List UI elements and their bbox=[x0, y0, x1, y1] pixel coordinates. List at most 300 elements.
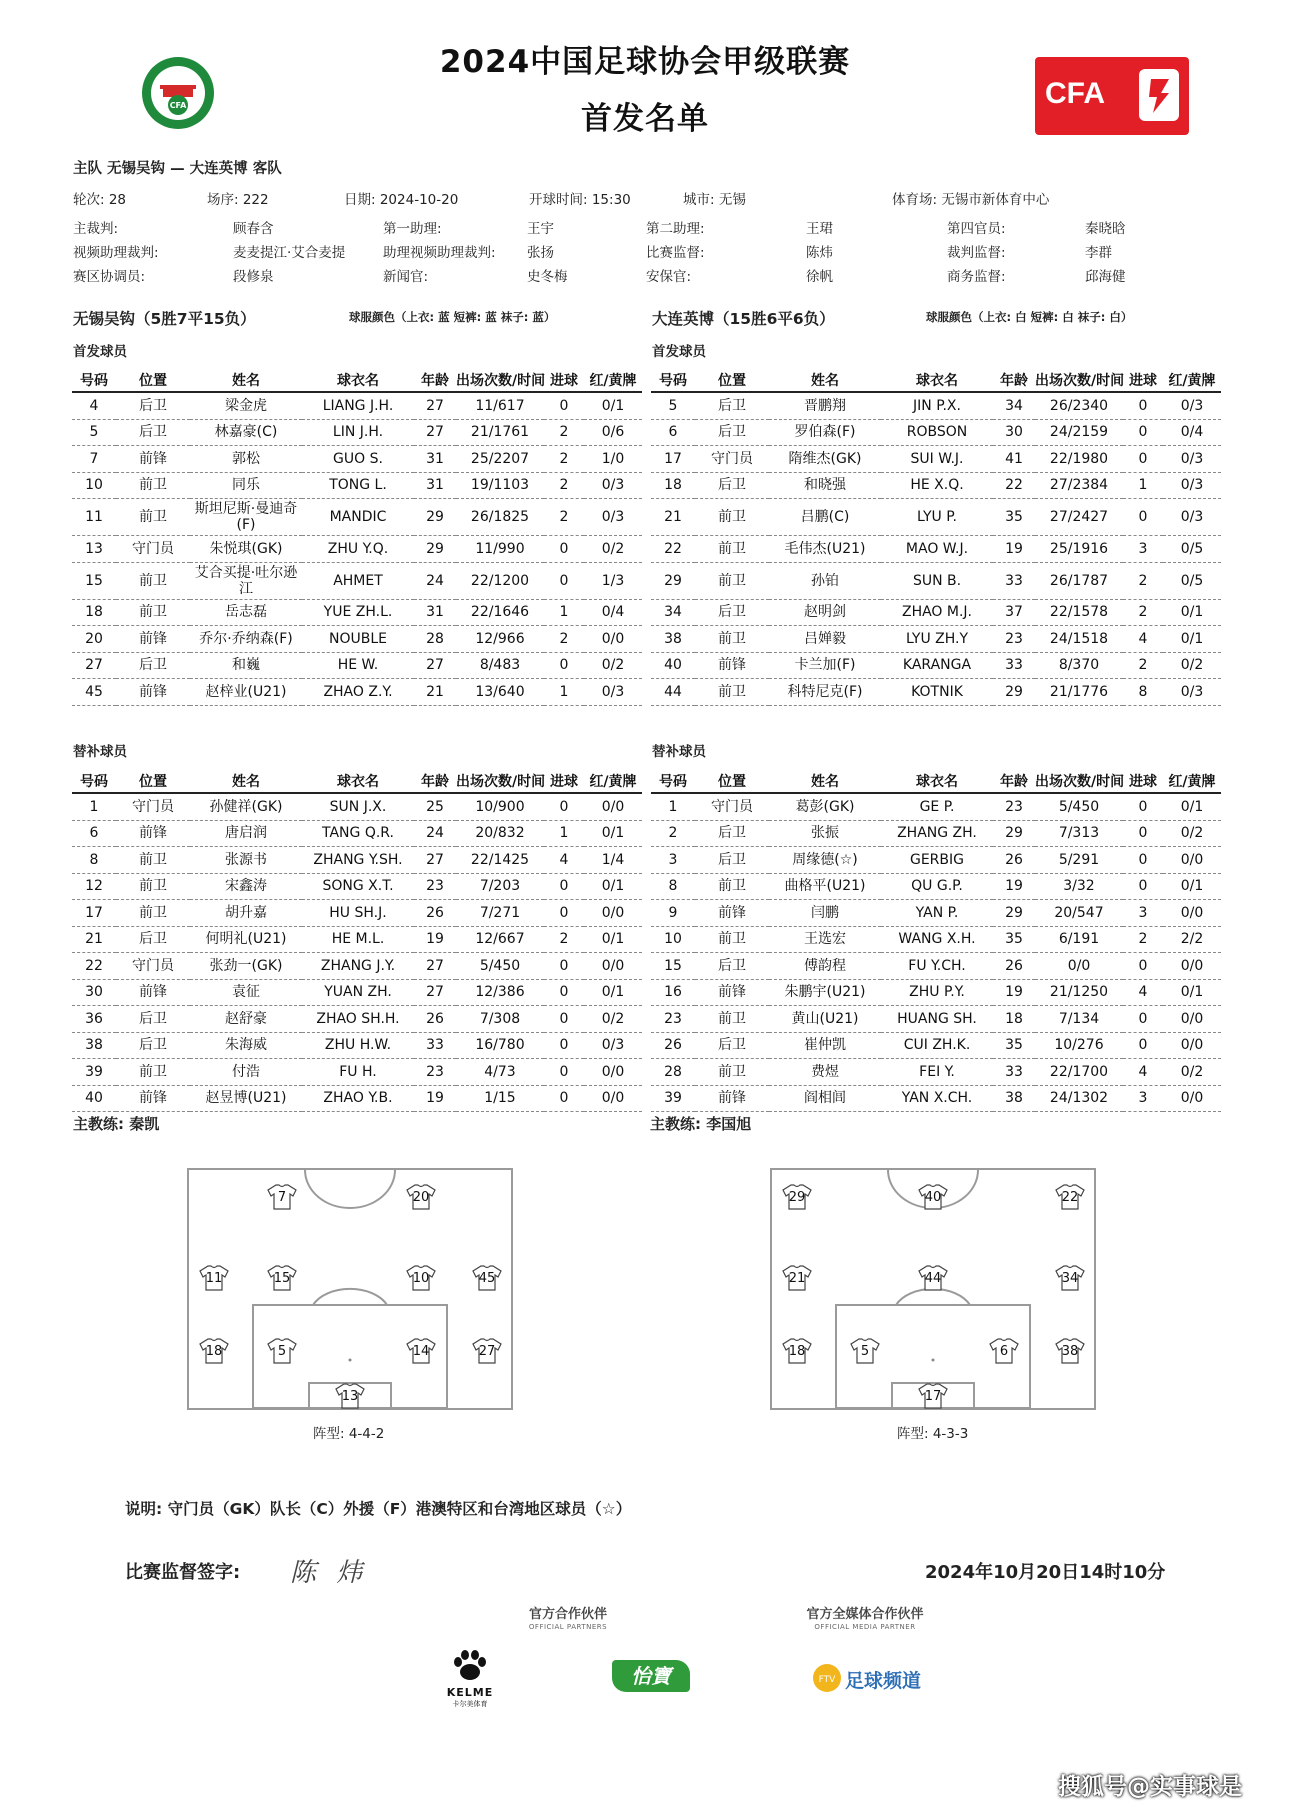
table-row bbox=[651, 499, 1221, 536]
cell-shirt-name: MAO W.J. bbox=[881, 536, 993, 563]
cell-age: 31 bbox=[414, 472, 456, 499]
cell-appearances: 11/990 bbox=[456, 536, 544, 563]
cell-position: 前锋 bbox=[695, 652, 769, 679]
cell-appearances: 7/313 bbox=[1035, 820, 1123, 847]
cell-shirt-name: FEI Y. bbox=[881, 1059, 993, 1086]
away-formation-pitch bbox=[770, 1168, 1096, 1410]
cell-shirt-name: JIN P.X. bbox=[881, 392, 993, 419]
cell-cards: 1/0 bbox=[584, 446, 642, 473]
cell-name: 卡兰加(F) bbox=[769, 652, 881, 679]
cell-name: 乔尔·乔纳森(F) bbox=[190, 626, 302, 653]
cell-position: 前锋 bbox=[116, 626, 190, 653]
cell-appearances: 12/667 bbox=[456, 926, 544, 953]
cell-name: 张振 bbox=[769, 820, 881, 847]
cell-position: 前卫 bbox=[695, 926, 769, 953]
cell-cards: 0/1 bbox=[584, 873, 642, 900]
cell-shirt-name: HU SH.J. bbox=[302, 900, 414, 927]
cell-age: 31 bbox=[414, 599, 456, 626]
cell-shirt-name: HE M.L. bbox=[302, 926, 414, 953]
official-role: 赛区协调员: bbox=[73, 269, 146, 285]
cell-appearances: 7/134 bbox=[1035, 1006, 1123, 1033]
cell-appearances: 24/1518 bbox=[1035, 626, 1123, 653]
cell-cards: 0/6 bbox=[584, 419, 642, 446]
cell-name: 付浩 bbox=[190, 1059, 302, 1086]
cell-name: 袁征 bbox=[190, 979, 302, 1006]
cell-shirt-name: CUI ZH.K. bbox=[881, 1032, 993, 1059]
cell-goals: 0 bbox=[544, 953, 584, 980]
jersey-number: 15 bbox=[273, 1271, 291, 1286]
cell-position: 前锋 bbox=[116, 820, 190, 847]
cell-goals: 1 bbox=[544, 820, 584, 847]
yibao-logo: 怡寶 bbox=[612, 1660, 690, 1692]
cell-age: 33 bbox=[993, 562, 1035, 599]
table-row bbox=[72, 419, 642, 446]
cell-position: 守门员 bbox=[695, 446, 769, 473]
cell-goals: 0 bbox=[1123, 847, 1163, 874]
teams-line: 主队 无锡吴钩 — 大连英博 客队 bbox=[73, 161, 282, 177]
table-row bbox=[72, 536, 642, 563]
watermark: 搜狐号@实事球是 bbox=[1058, 1774, 1242, 1800]
table-row bbox=[651, 926, 1221, 953]
football-channel-logo: FTV 足球频道 bbox=[812, 1660, 922, 1696]
player-jersey-icon bbox=[782, 1265, 812, 1291]
cell-goals: 1 bbox=[1123, 472, 1163, 499]
round: 轮次: 28 bbox=[73, 192, 127, 208]
cell-appearances: 4/73 bbox=[456, 1059, 544, 1086]
cell-age: 23 bbox=[993, 626, 1035, 653]
cell-cards: 0/0 bbox=[584, 1085, 642, 1112]
column-header-number: 号码 bbox=[72, 770, 116, 793]
player-jersey-icon bbox=[472, 1265, 502, 1291]
svg-text:FTV: FTV bbox=[818, 1675, 836, 1685]
cell-number: 3 bbox=[651, 847, 695, 874]
cell-position: 前卫 bbox=[695, 562, 769, 599]
column-header-appearances: 出场次数/时间 bbox=[1035, 369, 1123, 392]
cell-age: 29 bbox=[993, 820, 1035, 847]
official-name: 麦麦提江·艾合麦提 bbox=[233, 245, 346, 261]
cell-name: 胡升嘉 bbox=[190, 900, 302, 927]
home-formation: 阵型: 4-4-2 bbox=[313, 1426, 385, 1442]
cell-goals: 0 bbox=[544, 536, 584, 563]
cell-number: 29 bbox=[651, 562, 695, 599]
cell-position: 后卫 bbox=[116, 652, 190, 679]
cell-appearances: 13/640 bbox=[456, 679, 544, 706]
cell-appearances: 7/308 bbox=[456, 1006, 544, 1033]
official-name: 秦晓晗 bbox=[1085, 221, 1126, 237]
kelme-logo: KELME 卡尔美体育 bbox=[440, 1648, 500, 1708]
official-role: 第一助理: bbox=[383, 221, 442, 237]
cell-position: 后卫 bbox=[695, 472, 769, 499]
cell-position: 前锋 bbox=[116, 679, 190, 706]
city: 城市: 无锡 bbox=[683, 192, 746, 208]
cell-number: 44 bbox=[651, 679, 695, 706]
cell-age: 33 bbox=[993, 1059, 1035, 1086]
cell-name: 张劲一(GK) bbox=[190, 953, 302, 980]
cell-number: 21 bbox=[72, 926, 116, 953]
official-role: 助理视频助理裁判: bbox=[383, 245, 496, 261]
player-jersey-icon bbox=[406, 1338, 436, 1364]
cell-name: 崔仲凯 bbox=[769, 1032, 881, 1059]
cfa-brand-text: CFA bbox=[1045, 77, 1105, 110]
cell-name: 周缘德(☆) bbox=[769, 847, 881, 874]
cell-name: 曲格平(U21) bbox=[769, 873, 881, 900]
cell-position: 前锋 bbox=[116, 1085, 190, 1112]
cell-appearances: 20/832 bbox=[456, 820, 544, 847]
jersey-number: 14 bbox=[412, 1344, 430, 1359]
cell-appearances: 21/1776 bbox=[1035, 679, 1123, 706]
cell-cards: 0/2 bbox=[584, 652, 642, 679]
cell-appearances: 5/450 bbox=[1035, 793, 1123, 820]
cell-position: 前卫 bbox=[695, 1006, 769, 1033]
supervisor-signature: 陈 炜 bbox=[290, 1558, 369, 1588]
jersey-number: 18 bbox=[788, 1344, 806, 1359]
cell-age: 33 bbox=[414, 1032, 456, 1059]
official-role: 新闻官: bbox=[383, 269, 429, 285]
table-row bbox=[651, 446, 1221, 473]
cell-appearances: 5/291 bbox=[1035, 847, 1123, 874]
cell-position: 前卫 bbox=[695, 1059, 769, 1086]
cell-appearances: 1/15 bbox=[456, 1085, 544, 1112]
cell-goals: 1 bbox=[544, 679, 584, 706]
cell-age: 26 bbox=[993, 847, 1035, 874]
cell-number: 22 bbox=[651, 536, 695, 563]
cell-shirt-name: ZHAO M.J. bbox=[881, 599, 993, 626]
cell-name: 朱悦琪(GK) bbox=[190, 536, 302, 563]
player-jersey-icon bbox=[1055, 1184, 1085, 1210]
cell-age: 23 bbox=[414, 873, 456, 900]
player-jersey-icon bbox=[406, 1265, 436, 1291]
cell-age: 29 bbox=[414, 499, 456, 536]
cell-goals: 0 bbox=[544, 873, 584, 900]
media-partners-sub: OFFICIAL MEDIA PARTNER bbox=[814, 1623, 916, 1631]
column-header-position: 位置 bbox=[116, 369, 190, 392]
cell-shirt-name: GE P. bbox=[881, 793, 993, 820]
table-row bbox=[72, 1032, 642, 1059]
cell-appearances: 25/1916 bbox=[1035, 536, 1123, 563]
cell-number: 21 bbox=[651, 499, 695, 536]
cell-shirt-name: ZHANG ZH. bbox=[881, 820, 993, 847]
cell-goals: 0 bbox=[1123, 793, 1163, 820]
cell-appearances: 19/1103 bbox=[456, 472, 544, 499]
cell-name: 艾合买提·吐尔逊江 bbox=[190, 562, 302, 599]
cell-name: 阎相闾 bbox=[769, 1085, 881, 1112]
official-role: 裁判监督: bbox=[947, 245, 1006, 261]
official-role: 比赛监督: bbox=[646, 245, 705, 261]
cell-position: 后卫 bbox=[116, 392, 190, 419]
column-header-shirt-name: 球衣名 bbox=[302, 369, 414, 392]
cell-name: 科特尼克(F) bbox=[769, 679, 881, 706]
player-jersey-icon bbox=[918, 1383, 948, 1409]
cell-name: 赵明剑 bbox=[769, 599, 881, 626]
cell-goals: 2 bbox=[1123, 652, 1163, 679]
player-jersey-icon bbox=[472, 1338, 502, 1364]
away-starters-table bbox=[651, 369, 1221, 706]
table-row bbox=[651, 1032, 1221, 1059]
cell-age: 38 bbox=[993, 1085, 1035, 1112]
cell-number: 5 bbox=[651, 392, 695, 419]
cell-number: 17 bbox=[72, 900, 116, 927]
page-title: 2024中国足球协会甲级联赛 bbox=[439, 44, 851, 80]
cell-goals: 0 bbox=[1123, 873, 1163, 900]
cell-cards: 0/1 bbox=[1163, 793, 1221, 820]
player-jersey-icon bbox=[1055, 1338, 1085, 1364]
official-name: 顾春含 bbox=[233, 221, 274, 237]
cell-position: 后卫 bbox=[695, 847, 769, 874]
column-header-shirt-name: 球衣名 bbox=[881, 369, 993, 392]
cell-age: 23 bbox=[993, 793, 1035, 820]
cell-appearances: 12/966 bbox=[456, 626, 544, 653]
table-row bbox=[72, 1059, 642, 1086]
cell-goals: 4 bbox=[1123, 626, 1163, 653]
official-role: 商务监督: bbox=[947, 269, 1006, 285]
table-row bbox=[651, 793, 1221, 820]
cell-name: 王选宏 bbox=[769, 926, 881, 953]
cell-name: 岳志磊 bbox=[190, 599, 302, 626]
cell-cards: 0/2 bbox=[1163, 652, 1221, 679]
column-header-position: 位置 bbox=[695, 369, 769, 392]
match-no: 场序: 222 bbox=[207, 192, 269, 208]
stadium: 体育场: 无锡市新体育中心 bbox=[892, 192, 1050, 208]
cell-age: 31 bbox=[414, 446, 456, 473]
cell-number: 40 bbox=[651, 652, 695, 679]
jersey-number: 27 bbox=[478, 1344, 496, 1359]
cell-number: 1 bbox=[72, 793, 116, 820]
cell-number: 5 bbox=[72, 419, 116, 446]
cell-number: 40 bbox=[72, 1085, 116, 1112]
cell-number: 27 bbox=[72, 652, 116, 679]
cell-name: 隋维杰(GK) bbox=[769, 446, 881, 473]
cell-number: 17 bbox=[651, 446, 695, 473]
cell-position: 前卫 bbox=[695, 499, 769, 536]
cell-shirt-name: HE X.Q. bbox=[881, 472, 993, 499]
cell-age: 19 bbox=[993, 536, 1035, 563]
cell-position: 前卫 bbox=[116, 562, 190, 599]
cell-cards: 0/1 bbox=[584, 392, 642, 419]
official-name: 陈炜 bbox=[806, 245, 833, 261]
cell-name: 赵梓业(U21) bbox=[190, 679, 302, 706]
cell-shirt-name: QU G.P. bbox=[881, 873, 993, 900]
column-header-appearances: 出场次数/时间 bbox=[1035, 770, 1123, 793]
cell-cards: 0/3 bbox=[1163, 392, 1221, 419]
official-name: 史冬梅 bbox=[527, 269, 568, 285]
cell-goals: 4 bbox=[544, 847, 584, 874]
table-row bbox=[651, 392, 1221, 419]
cell-age: 25 bbox=[414, 793, 456, 820]
official-role: 第四官员: bbox=[947, 221, 1006, 237]
cell-goals: 0 bbox=[544, 793, 584, 820]
cell-goals: 0 bbox=[544, 1006, 584, 1033]
table-row bbox=[72, 953, 642, 980]
cell-cards: 0/3 bbox=[1163, 472, 1221, 499]
column-header-number: 号码 bbox=[651, 369, 695, 392]
cell-name: 闫鹏 bbox=[769, 900, 881, 927]
cell-age: 30 bbox=[993, 419, 1035, 446]
jersey-number: 21 bbox=[788, 1271, 806, 1286]
cell-goals: 0 bbox=[1123, 499, 1163, 536]
cell-name: 赵昱博(U21) bbox=[190, 1085, 302, 1112]
player-jersey-icon bbox=[199, 1265, 229, 1291]
cell-goals: 3 bbox=[1123, 536, 1163, 563]
cell-shirt-name: LIANG J.H. bbox=[302, 392, 414, 419]
cell-position: 后卫 bbox=[116, 926, 190, 953]
cell-shirt-name: YAN X.CH. bbox=[881, 1085, 993, 1112]
signature-label: 比赛监督签字: bbox=[125, 1562, 241, 1583]
official-role: 第二助理: bbox=[646, 221, 705, 237]
cell-goals: 0 bbox=[544, 652, 584, 679]
partners-label: 官方合作伙伴 bbox=[528, 1607, 607, 1622]
player-jersey-icon bbox=[267, 1338, 297, 1364]
cell-number: 23 bbox=[651, 1006, 695, 1033]
cell-name: 葛彭(GK) bbox=[769, 793, 881, 820]
cell-goals: 2 bbox=[544, 446, 584, 473]
table-row bbox=[72, 900, 642, 927]
cell-shirt-name: NOUBLE bbox=[302, 626, 414, 653]
cell-age: 26 bbox=[414, 1006, 456, 1033]
cell-name: 赵舒豪 bbox=[190, 1006, 302, 1033]
table-row bbox=[651, 1085, 1221, 1112]
cell-position: 前锋 bbox=[695, 979, 769, 1006]
cell-cards: 1/4 bbox=[584, 847, 642, 874]
cell-appearances: 24/1302 bbox=[1035, 1085, 1123, 1112]
column-header-cards: 红/黄牌 bbox=[1163, 369, 1221, 392]
cell-age: 19 bbox=[993, 979, 1035, 1006]
column-header-appearances: 出场次数/时间 bbox=[456, 369, 544, 392]
cell-goals: 2 bbox=[544, 926, 584, 953]
cell-cards: 0/3 bbox=[584, 499, 642, 536]
cell-appearances: 8/370 bbox=[1035, 652, 1123, 679]
cell-age: 19 bbox=[414, 926, 456, 953]
table-row bbox=[651, 679, 1221, 706]
column-header-name: 姓名 bbox=[769, 369, 881, 392]
cell-shirt-name: ZHANG J.Y. bbox=[302, 953, 414, 980]
cell-cards: 0/0 bbox=[1163, 953, 1221, 980]
home-starters-label: 首发球员 bbox=[73, 344, 127, 360]
cell-goals: 1 bbox=[544, 599, 584, 626]
cell-name: 和巍 bbox=[190, 652, 302, 679]
jersey-number: 5 bbox=[277, 1344, 287, 1359]
partners-sub: OFFICIAL PARTNERS bbox=[528, 1623, 608, 1631]
cell-shirt-name: LYU P. bbox=[881, 499, 993, 536]
cell-goals: 0 bbox=[1123, 446, 1163, 473]
cell-number: 2 bbox=[651, 820, 695, 847]
kickoff-time: 开球时间: 15:30 bbox=[529, 192, 631, 208]
player-jersey-icon bbox=[782, 1184, 812, 1210]
column-header-cards: 红/黄牌 bbox=[1163, 770, 1221, 793]
cell-age: 19 bbox=[993, 873, 1035, 900]
cell-age: 33 bbox=[993, 652, 1035, 679]
cell-shirt-name: WANG X.H. bbox=[881, 926, 993, 953]
cell-goals: 3 bbox=[1123, 900, 1163, 927]
cell-number: 39 bbox=[651, 1085, 695, 1112]
cell-number: 16 bbox=[651, 979, 695, 1006]
cell-shirt-name: YUAN ZH. bbox=[302, 979, 414, 1006]
jersey-number: 20 bbox=[412, 1190, 430, 1205]
cell-goals: 0 bbox=[1123, 419, 1163, 446]
table-row bbox=[651, 652, 1221, 679]
cell-appearances: 26/1825 bbox=[456, 499, 544, 536]
cell-cards: 0/0 bbox=[584, 626, 642, 653]
cell-position: 前锋 bbox=[695, 1085, 769, 1112]
cell-cards: 2/2 bbox=[1163, 926, 1221, 953]
cell-appearances: 22/1700 bbox=[1035, 1059, 1123, 1086]
jersey-number: 29 bbox=[788, 1190, 806, 1205]
cell-number: 26 bbox=[651, 1032, 695, 1059]
cell-position: 后卫 bbox=[695, 953, 769, 980]
jersey-number: 40 bbox=[924, 1190, 942, 1205]
cell-cards: 0/3 bbox=[584, 1032, 642, 1059]
official-name: 邱海健 bbox=[1085, 269, 1126, 285]
cell-appearances: 27/2427 bbox=[1035, 499, 1123, 536]
cell-name: 张源书 bbox=[190, 847, 302, 874]
cell-cards: 0/4 bbox=[1163, 419, 1221, 446]
cell-age: 22 bbox=[993, 472, 1035, 499]
cell-shirt-name: GUO S. bbox=[302, 446, 414, 473]
cell-name: 孙铂 bbox=[769, 562, 881, 599]
cell-position: 前卫 bbox=[116, 472, 190, 499]
cell-position: 前卫 bbox=[116, 873, 190, 900]
column-header-name: 姓名 bbox=[769, 770, 881, 793]
cell-shirt-name: HE W. bbox=[302, 652, 414, 679]
cell-age: 35 bbox=[993, 499, 1035, 536]
cell-position: 后卫 bbox=[116, 1032, 190, 1059]
home-subs-label: 替补球员 bbox=[73, 744, 127, 760]
cell-goals: 0 bbox=[1123, 392, 1163, 419]
legend-note: 说明: 守门员（GK）队长（C）外援（F）港澳特区和台湾地区球员（☆） bbox=[125, 1500, 632, 1518]
cell-shirt-name: YAN P. bbox=[881, 900, 993, 927]
cell-position: 后卫 bbox=[116, 1006, 190, 1033]
cell-age: 27 bbox=[414, 419, 456, 446]
jersey-number: 34 bbox=[1061, 1271, 1079, 1286]
jersey-number: 6 bbox=[999, 1344, 1009, 1359]
cell-appearances: 5/450 bbox=[456, 953, 544, 980]
official-name: 王珺 bbox=[806, 221, 833, 237]
cell-shirt-name: SONG X.T. bbox=[302, 873, 414, 900]
cell-goals: 4 bbox=[1123, 1059, 1163, 1086]
cell-shirt-name: LYU ZH.Y bbox=[881, 626, 993, 653]
cell-number: 12 bbox=[72, 873, 116, 900]
cell-number: 36 bbox=[72, 1006, 116, 1033]
cell-age: 27 bbox=[414, 847, 456, 874]
cell-shirt-name: YUE ZH.L. bbox=[302, 599, 414, 626]
cell-appearances: 25/2207 bbox=[456, 446, 544, 473]
cell-age: 19 bbox=[414, 1085, 456, 1112]
column-header-appearances: 出场次数/时间 bbox=[456, 770, 544, 793]
home-team-name: 无锡吴钩（5胜7平15负） bbox=[73, 310, 256, 328]
cell-cards: 0/3 bbox=[1163, 679, 1221, 706]
cell-goals: 0 bbox=[544, 979, 584, 1006]
column-header-number: 号码 bbox=[72, 369, 116, 392]
cell-cards: 0/3 bbox=[1163, 499, 1221, 536]
cell-number: 4 bbox=[72, 392, 116, 419]
cell-position: 守门员 bbox=[695, 793, 769, 820]
cell-age: 27 bbox=[414, 979, 456, 1006]
cell-shirt-name: SUI W.J. bbox=[881, 446, 993, 473]
media-partners-label: 官方全媒体合作伙伴 bbox=[806, 1607, 924, 1622]
jersey-number: 10 bbox=[412, 1271, 430, 1286]
cell-age: 27 bbox=[414, 392, 456, 419]
player-jersey-icon bbox=[267, 1184, 297, 1210]
cell-appearances: 12/386 bbox=[456, 979, 544, 1006]
column-header-goals: 进球 bbox=[1123, 369, 1163, 392]
cell-appearances: 3/32 bbox=[1035, 873, 1123, 900]
cell-number: 15 bbox=[72, 562, 116, 599]
cell-age: 34 bbox=[993, 392, 1035, 419]
cell-appearances: 22/1200 bbox=[456, 562, 544, 599]
player-jersey-icon bbox=[199, 1338, 229, 1364]
cell-age: 24 bbox=[414, 562, 456, 599]
cell-cards: 0/1 bbox=[1163, 873, 1221, 900]
cell-number: 20 bbox=[72, 626, 116, 653]
